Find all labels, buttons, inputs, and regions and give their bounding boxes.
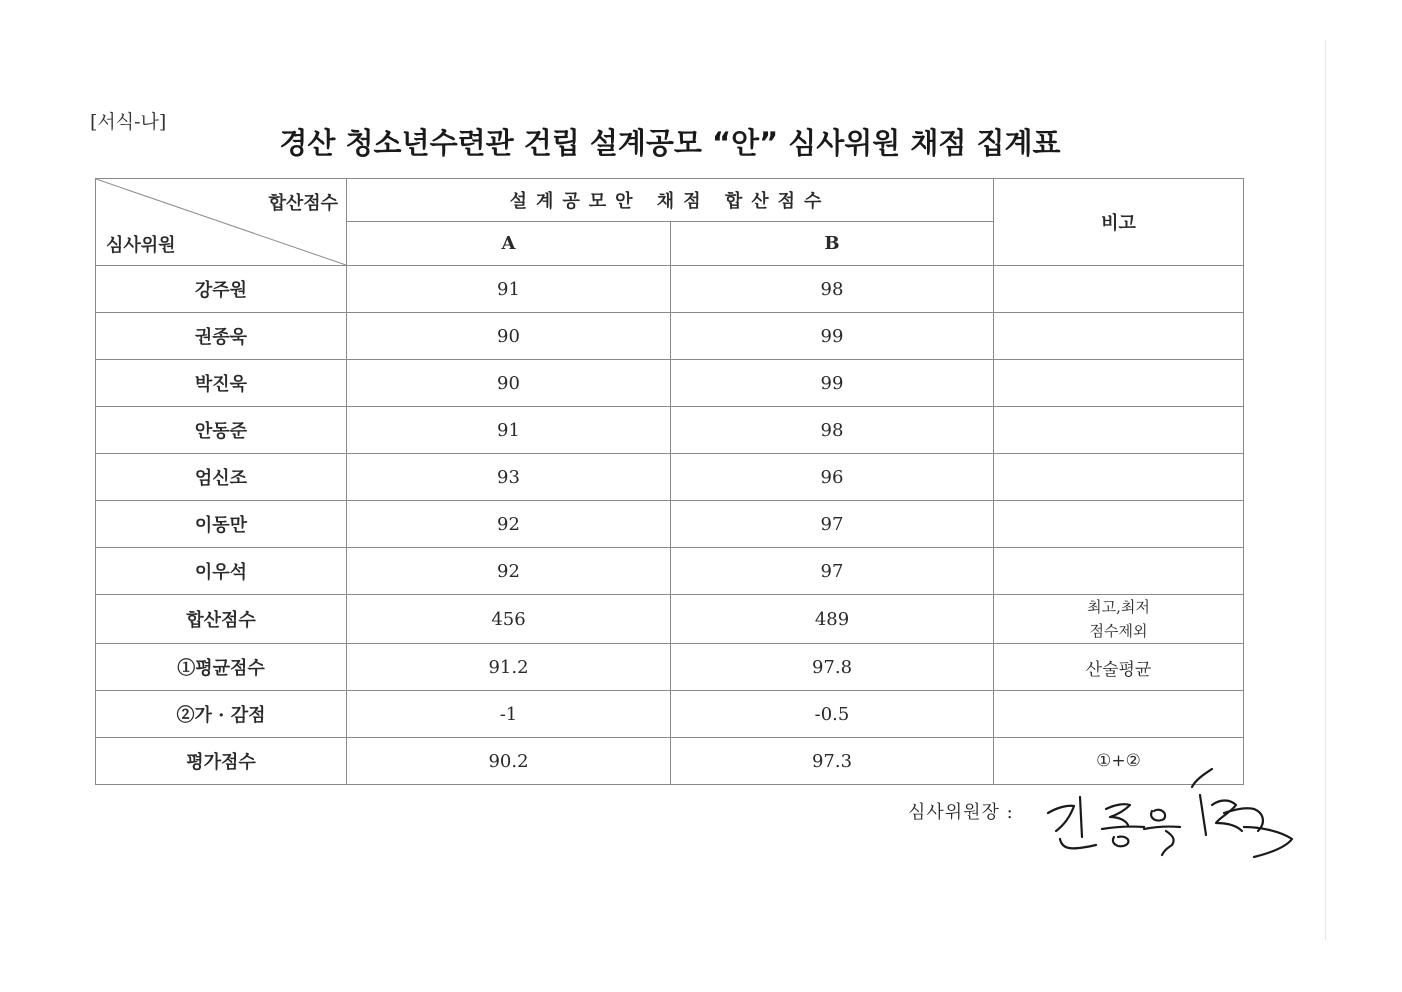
col-a-header: A [347,222,671,266]
score-b: 97 [671,501,994,548]
final-score-note: ①+② [994,738,1244,785]
note-cell [994,454,1244,501]
average-row [96,644,1244,691]
corner-top-label: 합산점수 [268,193,338,214]
col-b-header: B [671,222,994,266]
average-b: 97.8 [671,644,994,691]
final-score-b: 97.3 [671,738,994,785]
adjustment-a: -1 [347,691,671,738]
average-note: 산술평균 [994,644,1244,691]
average-label: ①평균점수 [96,644,347,691]
note-header: 비고 [994,179,1244,266]
adjustment-note [994,691,1244,738]
adjustment-b: -0.5 [671,691,994,738]
score-b: 96 [671,454,994,501]
score-b: 99 [671,360,994,407]
final-score-a: 90.2 [347,738,671,785]
note-cell [994,548,1244,595]
table-row [96,360,1244,407]
corner-header-cell [96,179,347,266]
score-b: 97 [671,548,994,595]
header-row-1 [96,179,1244,222]
table-row [96,266,1244,313]
table-row [96,313,1244,360]
average-a: 91.2 [347,644,671,691]
judge-name: 이우석 [96,548,347,595]
note-cell [994,266,1244,313]
note-cell [994,407,1244,454]
judge-name: 안동준 [96,407,347,454]
table-row [96,407,1244,454]
score-a: 91 [347,266,671,313]
score-a: 90 [347,360,671,407]
chair-label: 심사위원장 : [908,802,1014,823]
sum-label: 합산점수 [96,595,347,644]
adjustment-label: ②가 · 감점 [96,691,347,738]
score-a: 90 [347,313,671,360]
table-row [96,548,1244,595]
adjustment-row [96,691,1244,738]
judge-name: 박진욱 [96,360,347,407]
sum-b: 489 [671,595,994,644]
sum-a: 456 [347,595,671,644]
group-header: 설계공모안 채점 합산점수 [347,179,994,222]
signature [1040,765,1310,865]
score-table [95,178,1244,785]
judge-name: 엄신조 [96,454,347,501]
score-b: 99 [671,313,994,360]
score-b: 98 [671,266,994,313]
judge-name: 이동만 [96,501,347,548]
sum-row [96,595,1244,644]
judge-name: 강주원 [96,266,347,313]
corner-bottom-label: 심사위원 [106,235,176,256]
table-row [96,501,1244,548]
final-score-label: 평가점수 [96,738,347,785]
form-label: [서식-나] [90,111,167,133]
score-a: 91 [347,407,671,454]
note-cell [994,501,1244,548]
sum-note-line-2: 점수제외 [1089,622,1148,640]
score-a: 92 [347,548,671,595]
judge-name: 권종욱 [96,313,347,360]
sum-note [994,595,1244,644]
score-b: 98 [671,407,994,454]
sum-note-line-1: 최고,최저 [1087,598,1150,616]
page-edge-line [1325,40,1326,940]
note-cell [994,313,1244,360]
document-title: 경산 청소년수련관 건립 설계공모 “안” 심사위원 채점 집계표 [279,126,1061,160]
score-a: 92 [347,501,671,548]
score-a: 93 [347,454,671,501]
note-cell [994,360,1244,407]
table-row [96,454,1244,501]
